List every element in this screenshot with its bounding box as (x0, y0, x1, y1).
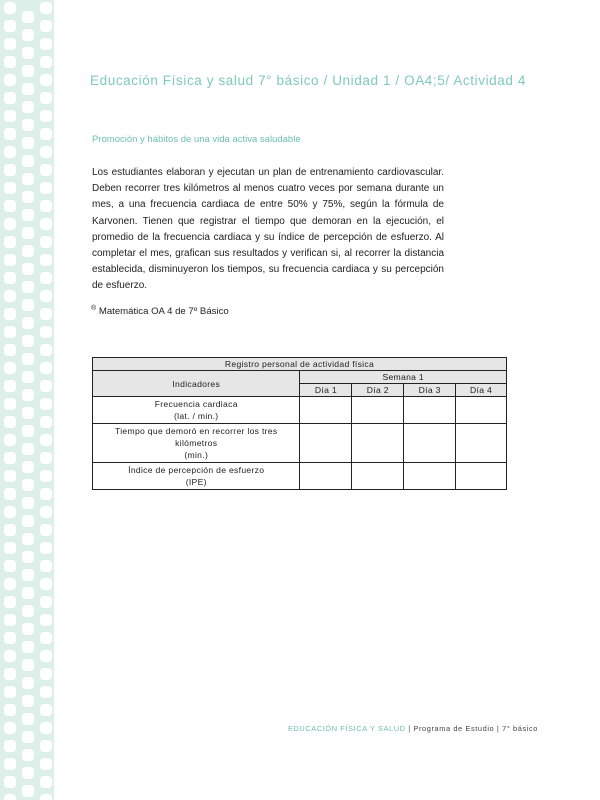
decorative-dot (22, 443, 34, 455)
decorative-dot (40, 560, 52, 572)
decorative-dot (4, 146, 16, 158)
decorative-dot (4, 506, 16, 518)
decorative-dot (4, 740, 16, 752)
decorative-dot (22, 29, 34, 41)
decorative-dot (22, 173, 34, 185)
note-text: Matemática OA 4 de 7º Básico (98, 306, 229, 318)
decorative-dot (4, 650, 16, 662)
decorative-dot (22, 605, 34, 617)
decorative-dot (40, 92, 52, 104)
decorative-dot (22, 569, 34, 581)
decorative-dot (22, 479, 34, 491)
decorative-dot (4, 632, 16, 644)
decorative-dot (22, 533, 34, 545)
decorative-dot (40, 740, 52, 752)
decorative-dot (40, 272, 52, 284)
indicator-name: Frecuencia cardiaca (154, 399, 238, 409)
indicator-unit: (min.) (184, 450, 209, 460)
decorative-dot (40, 470, 52, 482)
day-header: Día 3 (404, 384, 456, 397)
decorative-dot (22, 137, 34, 149)
decorative-dot (4, 236, 16, 248)
table-header-row (93, 371, 507, 384)
decorative-dot (40, 614, 52, 626)
decorative-dot (40, 488, 52, 500)
record-cell[interactable] (300, 397, 352, 424)
decorative-dot (4, 560, 16, 572)
decorative-dot (40, 56, 52, 68)
record-cell[interactable] (456, 424, 507, 463)
record-cell[interactable] (404, 463, 456, 490)
decorative-dot (40, 236, 52, 248)
decorative-dot (40, 722, 52, 734)
decorative-dot (4, 416, 16, 428)
decorative-dot (4, 92, 16, 104)
decorative-dot (22, 515, 34, 527)
decorative-dot (40, 506, 52, 518)
indicators-header: Indicadores (93, 371, 300, 397)
decorative-dot (4, 488, 16, 500)
decorative-dot (4, 344, 16, 356)
decorative-dot (4, 362, 16, 374)
decorative-dot (4, 524, 16, 536)
decorative-dot (4, 668, 16, 680)
decorative-dot (22, 461, 34, 473)
decorative-dot (4, 200, 16, 212)
decorative-dot (22, 119, 34, 131)
record-cell[interactable] (352, 397, 404, 424)
decorative-dot (40, 20, 52, 32)
decorative-dot (22, 299, 34, 311)
decorative-dot (4, 38, 16, 50)
decorative-dot (40, 200, 52, 212)
decorative-dot (22, 353, 34, 365)
footer-separator: | (496, 724, 500, 733)
record-cell[interactable] (404, 424, 456, 463)
decorative-dot (22, 155, 34, 167)
decorative-dot (22, 281, 34, 293)
decorative-dot (40, 650, 52, 662)
decorative-dot (40, 776, 52, 788)
decorative-dot (22, 101, 34, 113)
record-cell[interactable] (352, 424, 404, 463)
decorative-dot (4, 326, 16, 338)
decorative-dot (22, 551, 34, 563)
cross-reference-note (91, 305, 229, 317)
decorative-dot (40, 434, 52, 446)
decorative-dot (40, 38, 52, 50)
decorative-dot (22, 209, 34, 221)
table-row (93, 424, 507, 463)
decorative-dot (22, 317, 34, 329)
decorative-dot (40, 632, 52, 644)
decorative-dot (40, 164, 52, 176)
decorative-dot (4, 308, 16, 320)
decorative-dot (22, 47, 34, 59)
note-marker: ® (91, 305, 97, 312)
decorative-dot (40, 308, 52, 320)
record-cell[interactable] (300, 424, 352, 463)
decorative-dot (40, 704, 52, 716)
decorative-dot (22, 749, 34, 761)
decorative-dot (4, 20, 16, 32)
decorative-dot (22, 65, 34, 77)
decorative-dot (40, 398, 52, 410)
decorative-dot (22, 677, 34, 689)
indicator-cell (93, 424, 300, 463)
decorative-dot (22, 767, 34, 779)
decorative-dot (40, 596, 52, 608)
decorative-dot (4, 164, 16, 176)
decorative-dot (40, 416, 52, 428)
decorative-dot (40, 362, 52, 374)
decorative-dot (40, 218, 52, 230)
record-cell[interactable] (404, 397, 456, 424)
decorative-dot (4, 2, 16, 14)
footer-brand: EDUCACIÓN FÍSICA Y SALUD (287, 724, 406, 733)
decorative-dot (22, 83, 34, 95)
decorative-dot (4, 110, 16, 122)
decorative-dot (4, 74, 16, 86)
decorative-dot (4, 272, 16, 284)
decorative-dot (22, 389, 34, 401)
decorative-dot (4, 542, 16, 554)
record-cell[interactable] (456, 397, 507, 424)
decorative-dot (22, 227, 34, 239)
decorative-dot (22, 245, 34, 257)
decorative-dot (4, 614, 16, 626)
decorative-dot (40, 2, 52, 14)
decorative-dot (4, 596, 16, 608)
decorative-dot (40, 110, 52, 122)
decorative-dot (4, 56, 16, 68)
activity-record-table (92, 357, 507, 490)
decorative-dot (22, 623, 34, 635)
page-footer (288, 724, 538, 733)
decorative-dot (40, 686, 52, 698)
decorative-dot (22, 587, 34, 599)
decorative-dot (22, 263, 34, 275)
decorative-dot (4, 776, 16, 788)
day-header: Día 1 (300, 384, 352, 397)
indicator-cell (93, 463, 300, 490)
decorative-dot (40, 794, 52, 800)
decorative-dot (4, 380, 16, 392)
footer-grade: 7° básico (502, 724, 538, 733)
decorative-dot (22, 641, 34, 653)
decorative-dot (4, 758, 16, 770)
decorative-dot (4, 128, 16, 140)
decorative-dot (4, 686, 16, 698)
table-row (93, 463, 507, 490)
decorative-dot (22, 425, 34, 437)
decorative-dot (4, 182, 16, 194)
table-row (93, 397, 507, 424)
decorative-dot (40, 344, 52, 356)
decorative-dot (40, 254, 52, 266)
decorative-dot (40, 326, 52, 338)
decorative-dot (4, 434, 16, 446)
decorative-dot (22, 659, 34, 671)
decorative-dot (22, 191, 34, 203)
decorative-dot (40, 542, 52, 554)
decorative-dot (4, 470, 16, 482)
decorative-dot (22, 695, 34, 707)
decorative-dot (4, 452, 16, 464)
decorative-dot (4, 218, 16, 230)
decorative-dot (40, 668, 52, 680)
indicator-name-cont: kilómetros (175, 438, 218, 448)
section-subheading: Promoción y hábitos de una vida activa saludable (92, 134, 301, 145)
decorative-dot (22, 11, 34, 23)
decorative-dot (4, 794, 16, 800)
decorative-dot (4, 290, 16, 302)
decorative-dot (40, 758, 52, 770)
indicator-name: Índice de percepción de esfuerzo (128, 465, 265, 475)
decorative-dot (40, 146, 52, 158)
page-header-title: Educación Física y salud 7° básico / Unidad 1 / OA4;5/ Actividad 4 (90, 73, 526, 88)
decorative-dot (4, 398, 16, 410)
table-title: Registro personal de actividad física (93, 358, 507, 371)
decorative-dot (22, 335, 34, 347)
decorative-dot (22, 785, 34, 797)
decorative-dot (40, 524, 52, 536)
day-header: Día 4 (456, 384, 507, 397)
activity-description: Los estudiantes elaboran y ejecutan un plan de entrenamiento cardiovascular. Deben recorrer tres kilómetros al menos cuatro veces por semana durante un mes, a una frecuencia cardiaca de entre 50% y 75%, según la fórmula de Karvonen. Tienen que registrar el tiempo que demoran en la ejecución, el promedio de la frecuencia cardiaca y su índice de percepción de esfuerzo. Al completar el mes, grafican sus resultados y verifican si, al recorrer la distancia establecida, disminuyeron los tiempos, su frecuencia cardiaca y su percepción de esfuerzo. (92, 167, 444, 292)
decorative-dot (40, 578, 52, 590)
decorative-side-strip (0, 0, 54, 800)
day-header: Día 2 (352, 384, 404, 397)
decorative-dot (22, 407, 34, 419)
record-cell[interactable] (456, 463, 507, 490)
decorative-dot (22, 371, 34, 383)
indicator-cell (93, 397, 300, 424)
decorative-dot (22, 713, 34, 725)
decorative-dot (4, 722, 16, 734)
decorative-dot (22, 731, 34, 743)
record-cell[interactable] (352, 463, 404, 490)
footer-separator: | (408, 724, 411, 733)
decorative-dot (40, 452, 52, 464)
indicator-unit: (IPE) (185, 477, 207, 487)
decorative-dot (40, 380, 52, 392)
decorative-dot (40, 290, 52, 302)
table-title-row (93, 358, 507, 371)
decorative-dot (4, 704, 16, 716)
indicator-unit: (lat. / min.) (173, 411, 219, 421)
decorative-dot (40, 182, 52, 194)
decorative-dot (40, 74, 52, 86)
decorative-dot (40, 128, 52, 140)
footer-program: Programa de Estudio (413, 724, 495, 733)
week-header: Semana 1 (300, 371, 507, 384)
decorative-dot (4, 254, 16, 266)
record-cell[interactable] (300, 463, 352, 490)
decorative-dot (22, 497, 34, 509)
decorative-dot (4, 578, 16, 590)
indicator-name: Tiempo que demoró en recorrer los tres (114, 426, 278, 436)
